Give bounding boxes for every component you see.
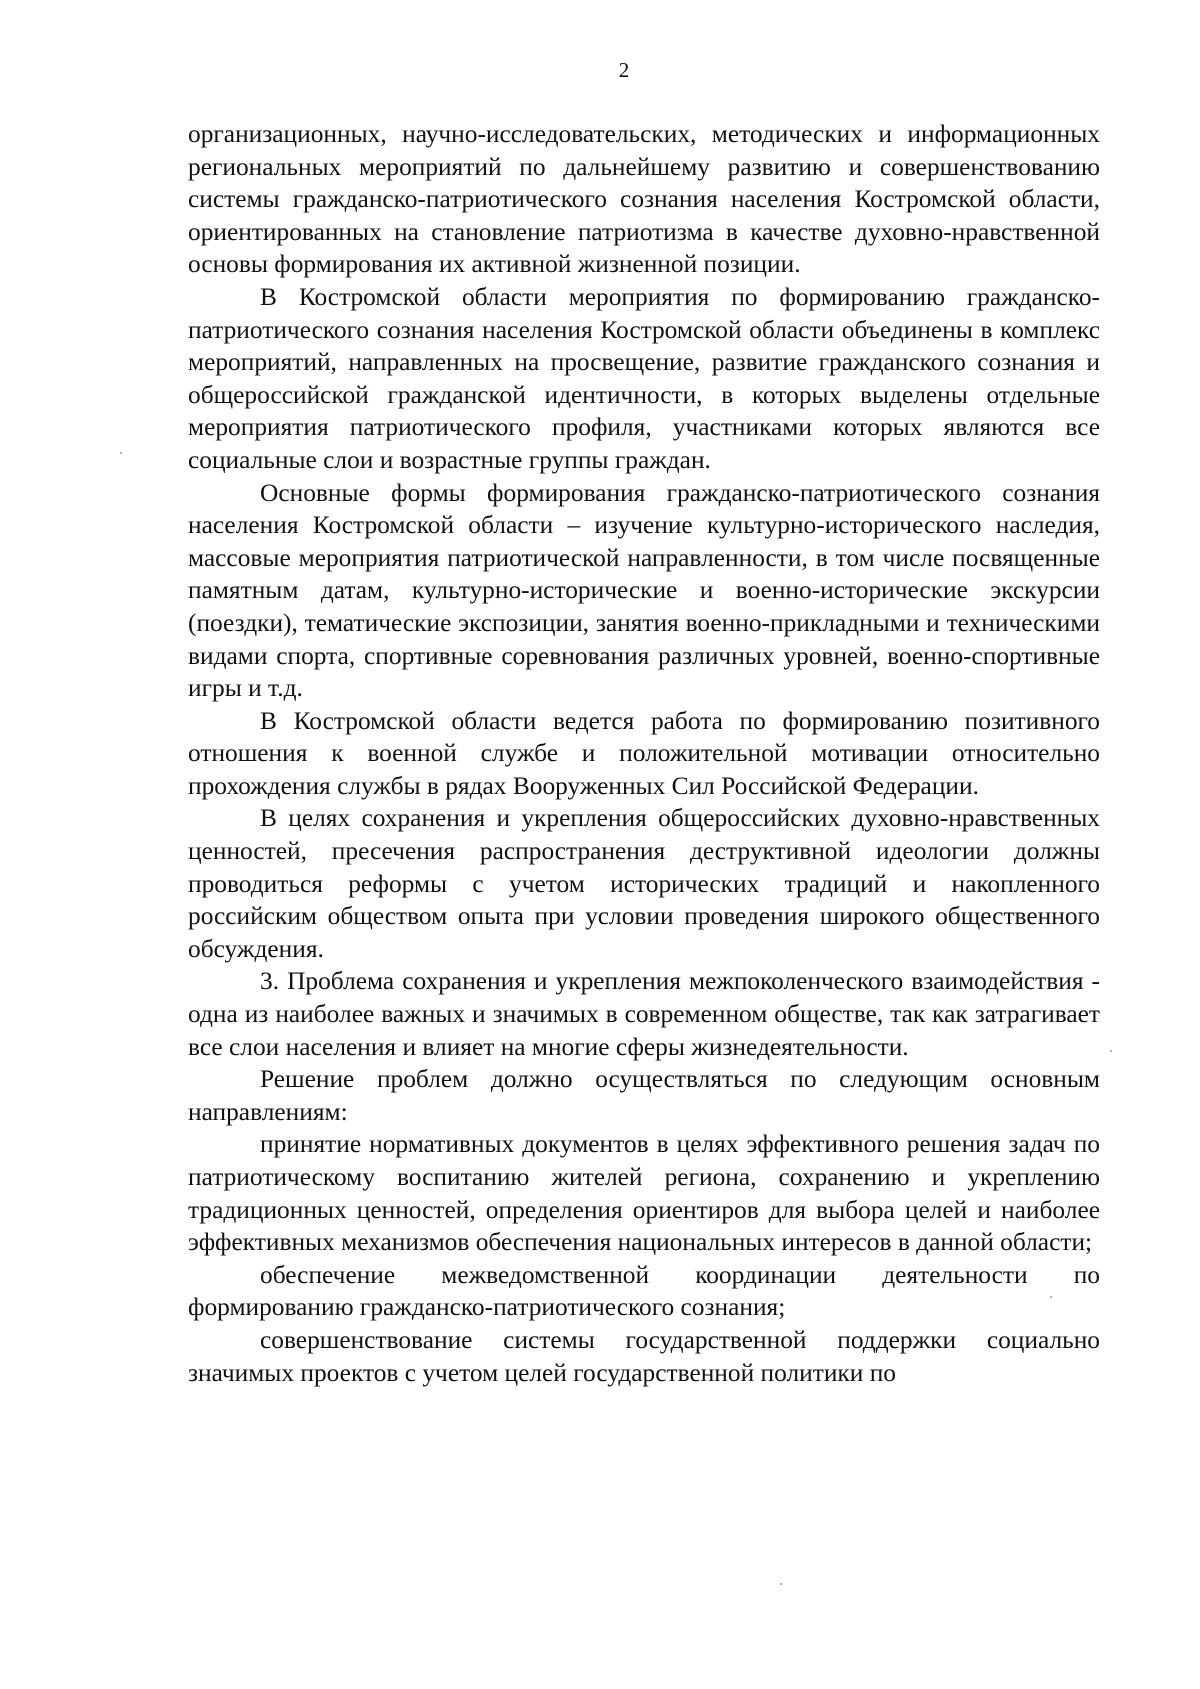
list-item-regulations: принятие нормативных документов в целях эффективного решения задач по патриотическому воспитанию жителей региона, сохранению и укреплению традиционных ценностей, определения ориентиров для выбора целей и наиболее эффективных механизмов обеспечения национальных интересов в данной области; — [188, 1130, 1100, 1257]
scan-speck — [1110, 1050, 1112, 1052]
paragraph-military-service: В Костромской области ведется работа по формированию позитивного отношения к военной службе и положительной мотивации относительно прохождения службы в рядах Вооруженных Сил Российской Федерации. — [188, 706, 1100, 800]
scan-speck — [1050, 1296, 1052, 1298]
list-item-coordination: обеспечение межведомственной координации деятельности по формированию гражданско-патриотического сознания; — [188, 1260, 1100, 1322]
paragraph-continuation: организационных, научно-исследовательских, методических и информационных региональных мероприятий по дальнейшему развитию и совершенствованию системы гражданско-патриотического сознания населения Костромской области, ориентированных на становление патриотизма в качестве духовно-нравственной основы формирования их активной жизненной позиции. — [188, 120, 1100, 279]
scan-speck — [780, 1583, 782, 1585]
page-number: 2 — [618, 58, 630, 82]
document-body — [188, 118, 1100, 1389]
paragraph-activities: В Костромской области мероприятия по формированию гражданско-патриотического сознания населения Костромской области объединены в комплекс мероприятий, направленных на просвещение, развитие гражданского сознания и общероссийской гражданской идентичности, в которых выделены отдельные мероприятия патриотического профиля, участниками которых являются все социальные слои и возрастные группы граждан. — [188, 282, 1100, 474]
scan-speck — [120, 452, 122, 454]
paragraph-values: В целях сохранения и укрепления общероссийских духовно-нравственных ценностей, пресечения распространения деструктивной идеологии должны проводиться реформы с учетом исторических традиций и накопленного российским обществом опыта при условии проведения широкого общественного обсуждения. — [188, 804, 1100, 963]
paragraph-main-forms: Основные формы формирования гражданско-патриотического сознания населения Костромской области – изучение культурно-исторического наследия, массовые мероприятия патриотической направленности, в том числе посвященные памятным датам, культурно-исторические и военно-исторические экскурсии (поездки), тематические экспозиции, занятия военно-прикладными и техническими видами спорта, спортивные соревнования различных уровней, военно-спортивные игры и т.д. — [188, 478, 1100, 703]
list-item-state-support: совершенствование системы государственной поддержки социально значимых проектов с учетом целей государственной политики по — [188, 1325, 1100, 1387]
paragraph-directions-intro: Решение проблем должно осуществляться по следующим основным направлениям: — [188, 1065, 1100, 1126]
paragraph-section-3: 3. Проблема сохранения и укрепления межпоколенческого взаимодействия - одна из наиболее важных и значимых в современном обществе, так как затрагивает все слои населения и влияет на многие сферы жизнедеятельности. — [188, 967, 1100, 1061]
